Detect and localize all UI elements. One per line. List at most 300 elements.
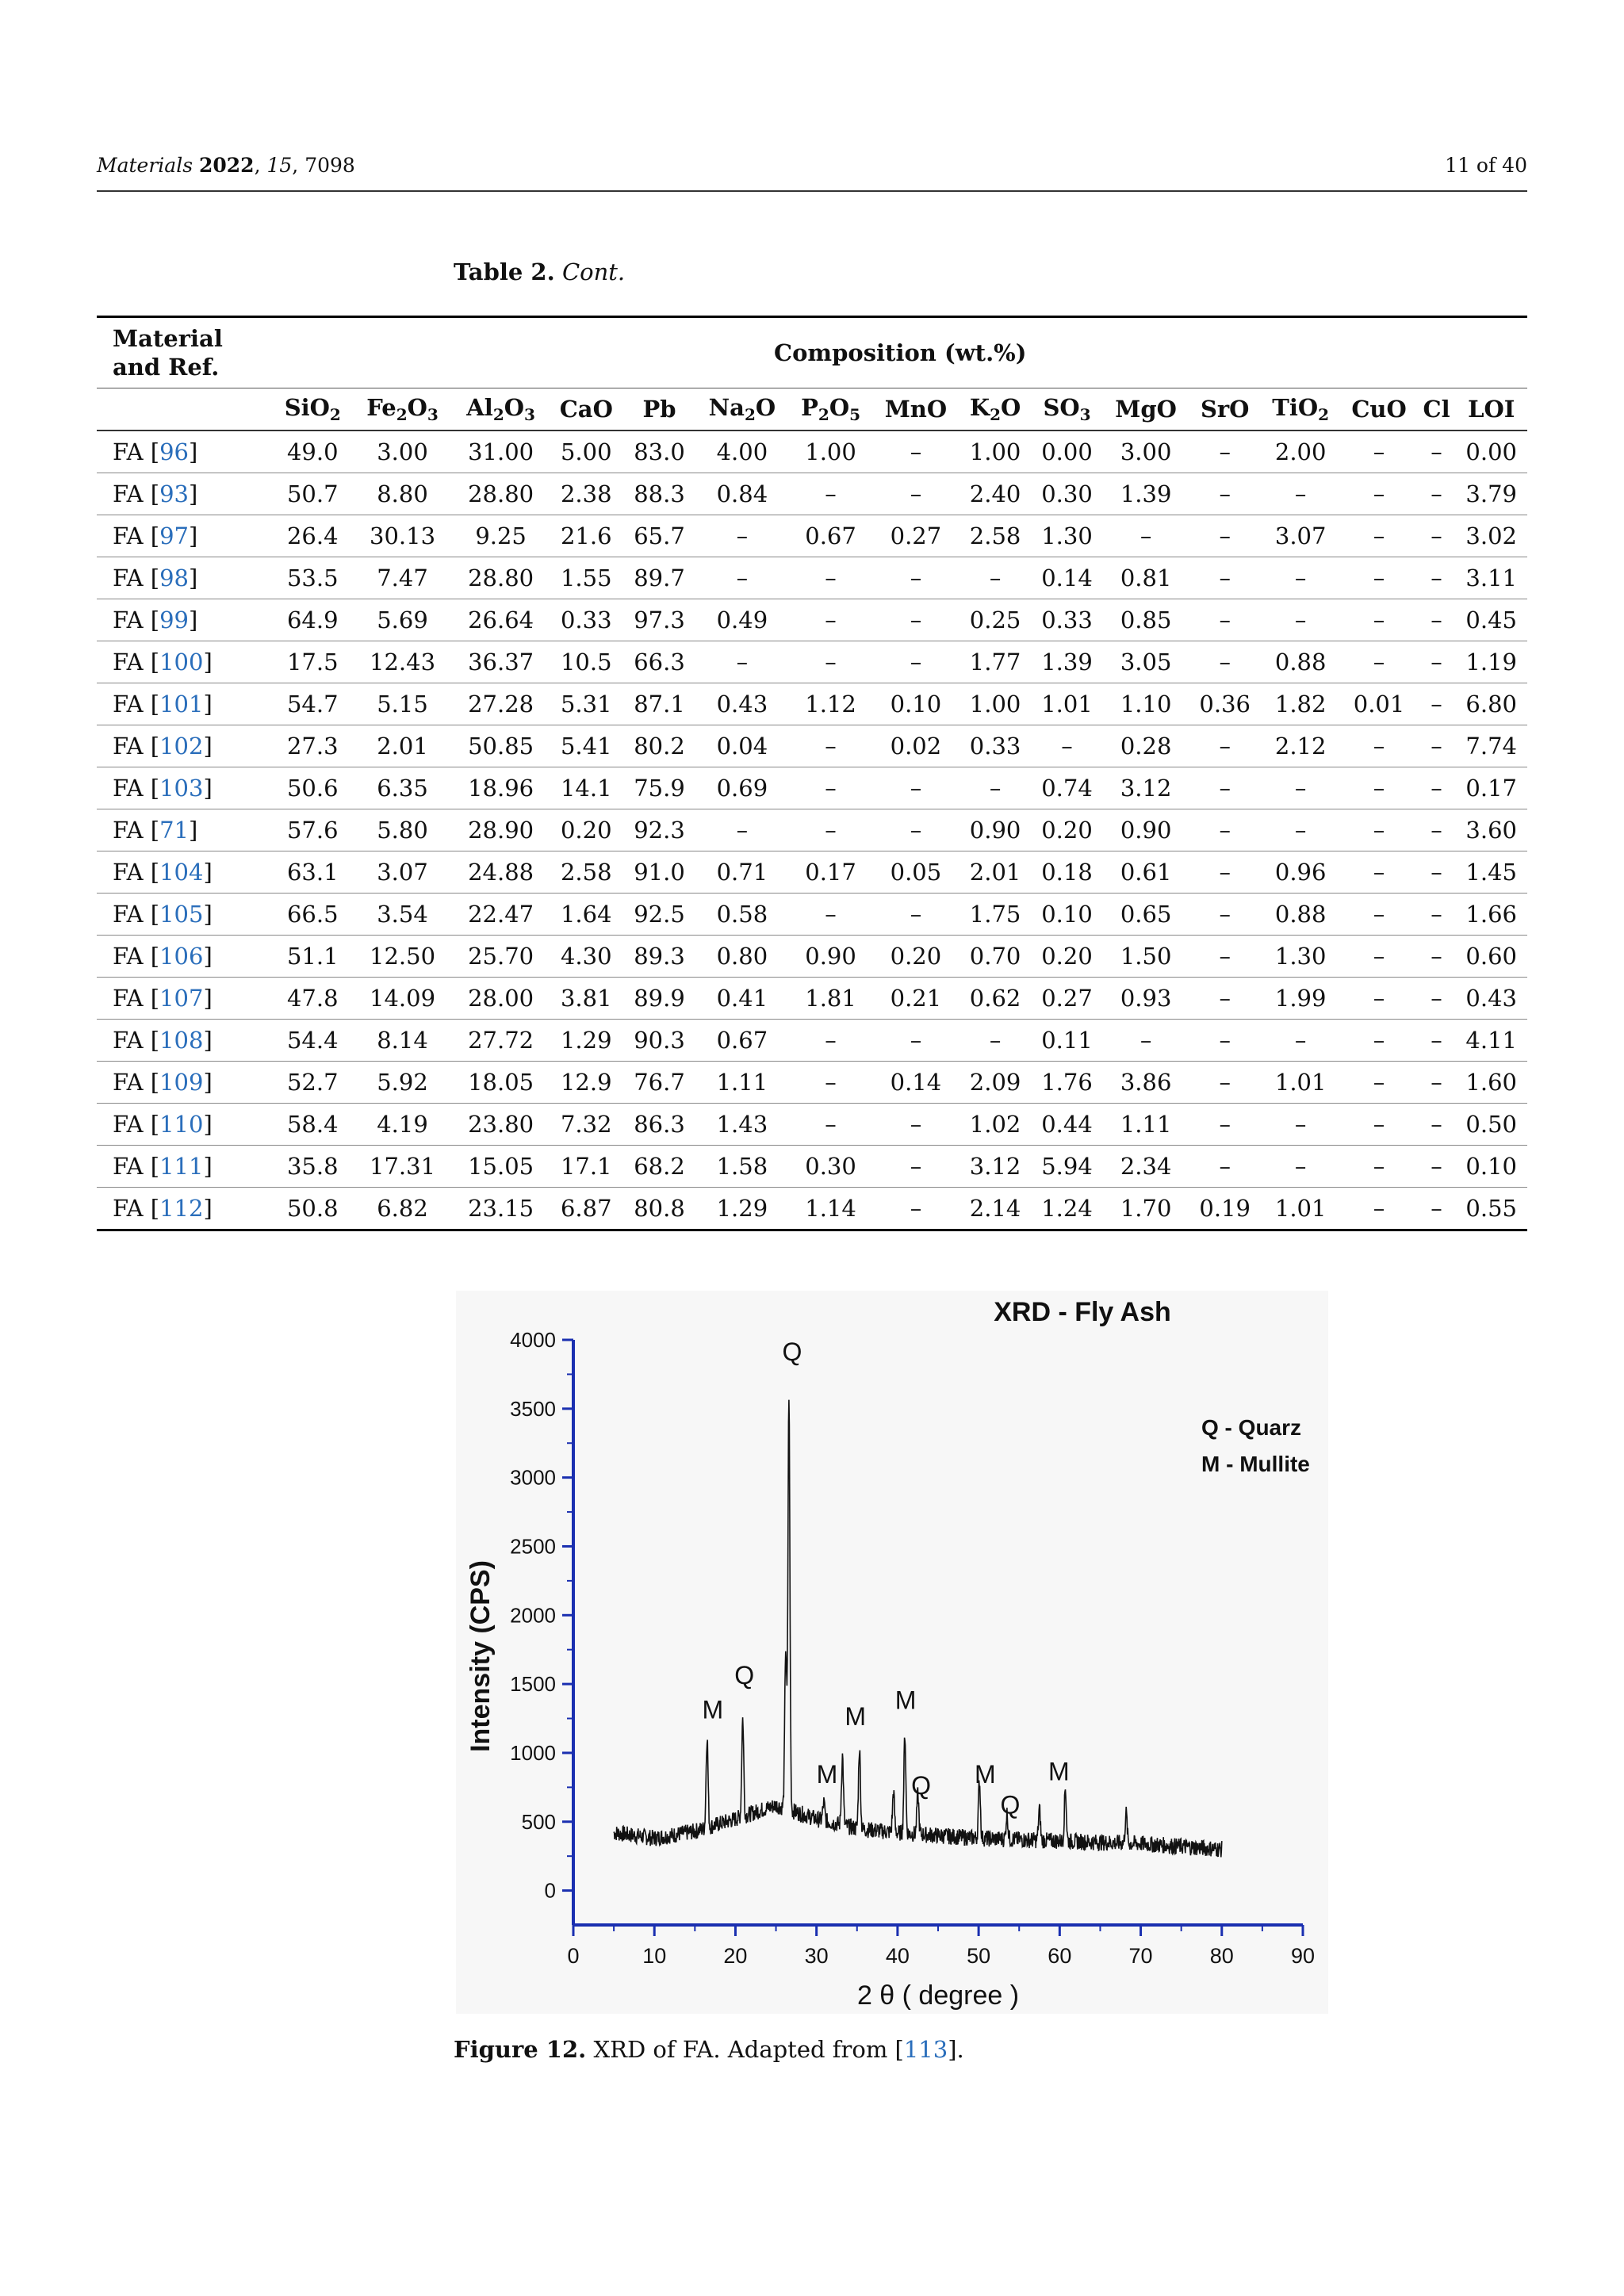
citation-link[interactable]: 101 bbox=[159, 691, 204, 718]
value-cell: 7.74 bbox=[1455, 725, 1527, 767]
value-cell: – bbox=[1418, 599, 1456, 641]
value-cell: 0.67 bbox=[695, 1020, 789, 1062]
citation-link[interactable]: 96 bbox=[159, 438, 189, 465]
value-cell: 1.02 bbox=[959, 1104, 1031, 1146]
x-tick-label: 50 bbox=[967, 1944, 991, 1968]
value-cell: 0.90 bbox=[789, 936, 872, 978]
citation-link[interactable]: 108 bbox=[159, 1027, 204, 1054]
value-cell: 1.64 bbox=[549, 894, 623, 936]
value-cell: 0.84 bbox=[695, 473, 789, 515]
value-cell: – bbox=[1418, 1062, 1456, 1104]
value-cell: 0.33 bbox=[549, 599, 623, 641]
value-cell: 1.19 bbox=[1455, 641, 1527, 683]
xrd-chart bbox=[456, 1291, 1328, 2014]
value-cell: 2.01 bbox=[352, 725, 453, 767]
value-cell: 2.12 bbox=[1261, 725, 1341, 767]
value-cell: 3.02 bbox=[1455, 515, 1527, 557]
value-cell: 23.80 bbox=[453, 1104, 549, 1146]
value-cell: 10.5 bbox=[549, 641, 623, 683]
value-cell: 57.6 bbox=[273, 809, 352, 851]
value-cell: 0.20 bbox=[872, 936, 959, 978]
value-cell: 89.7 bbox=[623, 557, 695, 599]
column-header: SrO bbox=[1189, 388, 1260, 431]
value-cell: – bbox=[1340, 515, 1417, 557]
value-cell: – bbox=[789, 473, 872, 515]
y-tick-label: 500 bbox=[521, 1809, 556, 1834]
value-cell: – bbox=[1418, 851, 1456, 894]
value-cell: 4.11 bbox=[1455, 1020, 1527, 1062]
value-cell: 2.40 bbox=[959, 473, 1031, 515]
value-cell: – bbox=[1340, 1104, 1417, 1146]
x-tick-label: 20 bbox=[723, 1944, 748, 1968]
peak-label: M bbox=[845, 1702, 867, 1732]
value-cell: 3.11 bbox=[1455, 557, 1527, 599]
value-cell: 68.2 bbox=[623, 1146, 695, 1188]
value-cell: – bbox=[872, 1104, 959, 1146]
table-row bbox=[97, 557, 1527, 599]
value-cell: 0.55 bbox=[1455, 1188, 1527, 1230]
column-header: $K_2O$ bbox=[959, 388, 1031, 431]
value-cell: 2.14 bbox=[959, 1188, 1031, 1230]
value-cell: 0.20 bbox=[1031, 936, 1102, 978]
value-cell: – bbox=[1189, 641, 1260, 683]
value-cell: – bbox=[789, 599, 872, 641]
citation-link[interactable]: 111 bbox=[159, 1153, 204, 1180]
legend-entry: Q - Quarz bbox=[1201, 1415, 1302, 1440]
material-cell: FA [112] bbox=[97, 1188, 273, 1230]
material-cell: FA [99] bbox=[97, 599, 273, 641]
value-cell: – bbox=[1418, 767, 1456, 809]
value-cell: 6.82 bbox=[352, 1188, 453, 1230]
value-cell: – bbox=[789, 725, 872, 767]
value-cell: 4.30 bbox=[549, 936, 623, 978]
value-cell: 1.50 bbox=[1103, 936, 1189, 978]
value-cell: 28.80 bbox=[453, 557, 549, 599]
value-cell: 0.90 bbox=[1103, 809, 1189, 851]
material-cell: FA [108] bbox=[97, 1020, 273, 1062]
material-header: Material and Ref. bbox=[97, 317, 273, 388]
value-cell: 1.43 bbox=[695, 1104, 789, 1146]
value-cell: – bbox=[1340, 1188, 1417, 1230]
chart-title: XRD - Fly Ash bbox=[994, 1297, 1171, 1327]
value-cell: – bbox=[1340, 430, 1417, 473]
citation-link[interactable]: 71 bbox=[159, 817, 189, 844]
value-cell: – bbox=[1418, 1188, 1456, 1230]
value-cell: 0.30 bbox=[1031, 473, 1102, 515]
value-cell: – bbox=[1340, 1062, 1417, 1104]
value-cell: 50.6 bbox=[273, 767, 352, 809]
value-cell: 0.10 bbox=[1031, 894, 1102, 936]
material-cell: FA [96] bbox=[97, 430, 273, 473]
column-header: $P_2O_5$ bbox=[789, 388, 872, 431]
value-cell: 0.67 bbox=[789, 515, 872, 557]
value-cell: – bbox=[959, 767, 1031, 809]
value-cell: 63.1 bbox=[273, 851, 352, 894]
y-tick-label: 3000 bbox=[510, 1465, 556, 1490]
value-cell: 53.5 bbox=[273, 557, 352, 599]
journal-citation: Materials 2022, 15, 7098 bbox=[97, 153, 355, 177]
value-cell: – bbox=[1418, 725, 1456, 767]
value-cell: 49.0 bbox=[273, 430, 352, 473]
value-cell: – bbox=[1261, 473, 1341, 515]
value-cell: – bbox=[1340, 1146, 1417, 1188]
column-header: MnO bbox=[872, 388, 959, 431]
material-cell: FA [105] bbox=[97, 894, 273, 936]
x-tick-label: 10 bbox=[642, 1944, 667, 1968]
value-cell: 28.80 bbox=[453, 473, 549, 515]
value-cell: – bbox=[1340, 851, 1417, 894]
value-cell: 80.2 bbox=[623, 725, 695, 767]
value-cell: – bbox=[1418, 894, 1456, 936]
value-cell: 0.93 bbox=[1103, 978, 1189, 1020]
value-cell: 0.43 bbox=[695, 683, 789, 725]
value-cell: – bbox=[1418, 1146, 1456, 1188]
value-cell: 3.12 bbox=[959, 1146, 1031, 1188]
value-cell: 0.85 bbox=[1103, 599, 1189, 641]
value-cell: – bbox=[1340, 978, 1417, 1020]
value-cell: 1.66 bbox=[1455, 894, 1527, 936]
value-cell: 65.7 bbox=[623, 515, 695, 557]
citation-link[interactable]: 106 bbox=[159, 943, 204, 970]
value-cell: 0.04 bbox=[695, 725, 789, 767]
value-cell: 2.00 bbox=[1261, 430, 1341, 473]
value-cell: – bbox=[872, 809, 959, 851]
legend-entry: M - Mullite bbox=[1201, 1452, 1310, 1476]
peak-label: Q bbox=[782, 1337, 802, 1367]
value-cell: – bbox=[1261, 1104, 1341, 1146]
value-cell: – bbox=[1261, 599, 1341, 641]
value-cell: 0.00 bbox=[1455, 430, 1527, 473]
value-cell: 0.41 bbox=[695, 978, 789, 1020]
value-cell: 8.14 bbox=[352, 1020, 453, 1062]
value-cell: 0.11 bbox=[1031, 1020, 1102, 1062]
value-cell: 7.47 bbox=[352, 557, 453, 599]
material-cell: FA [104] bbox=[97, 851, 273, 894]
value-cell: 5.92 bbox=[352, 1062, 453, 1104]
figure-caption: Figure 12. XRD of FA. Adapted from [113]. bbox=[454, 2036, 964, 2063]
value-cell: 26.64 bbox=[453, 599, 549, 641]
value-cell: 1.82 bbox=[1261, 683, 1341, 725]
value-cell: 4.19 bbox=[352, 1104, 453, 1146]
value-cell: – bbox=[1189, 1146, 1260, 1188]
value-cell: 3.00 bbox=[352, 430, 453, 473]
material-cell: FA [101] bbox=[97, 683, 273, 725]
value-cell: 5.41 bbox=[549, 725, 623, 767]
value-cell: 28.00 bbox=[453, 978, 549, 1020]
value-cell: – bbox=[1261, 809, 1341, 851]
value-cell: 2.34 bbox=[1103, 1146, 1189, 1188]
value-cell: 0.10 bbox=[872, 683, 959, 725]
value-cell: – bbox=[1418, 936, 1456, 978]
citation-link[interactable]: 93 bbox=[159, 480, 189, 507]
value-cell: 0.81 bbox=[1103, 557, 1189, 599]
value-cell: 1.60 bbox=[1455, 1062, 1527, 1104]
value-cell: 5.31 bbox=[549, 683, 623, 725]
value-cell: 5.94 bbox=[1031, 1146, 1102, 1188]
value-cell: – bbox=[1189, 767, 1260, 809]
value-cell: 0.00 bbox=[1031, 430, 1102, 473]
value-cell: 9.25 bbox=[453, 515, 549, 557]
value-cell: – bbox=[1418, 430, 1456, 473]
table-row bbox=[97, 430, 1527, 473]
value-cell: 0.80 bbox=[695, 936, 789, 978]
value-cell: – bbox=[1340, 557, 1417, 599]
value-cell: 0.01 bbox=[1340, 683, 1417, 725]
value-cell: 1.58 bbox=[695, 1146, 789, 1188]
value-cell: 1.11 bbox=[695, 1062, 789, 1104]
value-cell: – bbox=[1189, 978, 1260, 1020]
value-cell: 5.80 bbox=[352, 809, 453, 851]
citation-link[interactable]: 103 bbox=[159, 775, 204, 802]
value-cell: 27.72 bbox=[453, 1020, 549, 1062]
value-cell: 3.00 bbox=[1103, 430, 1189, 473]
value-cell: – bbox=[872, 599, 959, 641]
value-cell: – bbox=[1418, 515, 1456, 557]
citation-link[interactable]: 100 bbox=[159, 649, 204, 675]
material-cell: FA [109] bbox=[97, 1062, 273, 1104]
value-cell: 0.02 bbox=[872, 725, 959, 767]
value-cell: – bbox=[1189, 430, 1260, 473]
peak-label: Q bbox=[911, 1771, 931, 1800]
x-tick-label: 90 bbox=[1290, 1944, 1316, 1968]
value-cell: 89.9 bbox=[623, 978, 695, 1020]
value-cell: 21.6 bbox=[549, 515, 623, 557]
value-cell: – bbox=[789, 1020, 872, 1062]
citation-link[interactable]: 99 bbox=[159, 607, 189, 633]
value-cell: – bbox=[1340, 894, 1417, 936]
value-cell: 2.58 bbox=[959, 515, 1031, 557]
value-cell: – bbox=[1031, 725, 1102, 767]
value-cell: 17.5 bbox=[273, 641, 352, 683]
value-cell: 5.00 bbox=[549, 430, 623, 473]
value-cell: 6.87 bbox=[549, 1188, 623, 1230]
value-cell: 1.01 bbox=[1261, 1188, 1341, 1230]
value-cell: – bbox=[872, 473, 959, 515]
value-cell: 52.7 bbox=[273, 1062, 352, 1104]
value-cell: 0.19 bbox=[1189, 1188, 1260, 1230]
value-cell: 1.00 bbox=[789, 430, 872, 473]
material-cell: FA [71] bbox=[97, 809, 273, 851]
value-cell: – bbox=[695, 557, 789, 599]
value-cell: 5.15 bbox=[352, 683, 453, 725]
value-cell: 1.30 bbox=[1031, 515, 1102, 557]
value-cell: 54.4 bbox=[273, 1020, 352, 1062]
y-tick-label: 1500 bbox=[510, 1672, 556, 1697]
value-cell: 2.01 bbox=[959, 851, 1031, 894]
value-cell: – bbox=[872, 1020, 959, 1062]
material-cell: FA [97] bbox=[97, 515, 273, 557]
material-cell: FA [100] bbox=[97, 641, 273, 683]
xrd-figure bbox=[456, 1291, 1328, 2014]
value-cell: 51.1 bbox=[273, 936, 352, 978]
value-cell: 1.30 bbox=[1261, 936, 1341, 978]
value-cell: – bbox=[789, 641, 872, 683]
header-rule bbox=[97, 190, 1527, 192]
value-cell: – bbox=[695, 515, 789, 557]
citation-link[interactable]: 98 bbox=[159, 564, 189, 591]
y-axis-label: Intensity (CPS) bbox=[465, 1560, 496, 1752]
value-cell: 1.00 bbox=[959, 683, 1031, 725]
value-cell: – bbox=[1189, 809, 1260, 851]
citation-link[interactable]: 97 bbox=[159, 522, 189, 549]
value-cell: – bbox=[1340, 641, 1417, 683]
value-cell: – bbox=[1340, 809, 1417, 851]
value-cell: 0.33 bbox=[959, 725, 1031, 767]
x-tick-label: 60 bbox=[1048, 1944, 1072, 1968]
peak-label: Q bbox=[1000, 1790, 1021, 1820]
value-cell: 47.8 bbox=[273, 978, 352, 1020]
value-cell: – bbox=[872, 430, 959, 473]
value-cell: – bbox=[872, 1188, 959, 1230]
value-cell: 88.3 bbox=[623, 473, 695, 515]
value-cell: – bbox=[1418, 978, 1456, 1020]
value-cell: – bbox=[1189, 1062, 1260, 1104]
value-cell: 2.38 bbox=[549, 473, 623, 515]
value-cell: 0.18 bbox=[1031, 851, 1102, 894]
value-cell: 22.47 bbox=[453, 894, 549, 936]
column-header: TiO$_2$ bbox=[1261, 388, 1341, 431]
value-cell: 3.86 bbox=[1103, 1062, 1189, 1104]
value-cell: 2.09 bbox=[959, 1062, 1031, 1104]
value-cell: 17.31 bbox=[352, 1146, 453, 1188]
value-cell: 36.37 bbox=[453, 641, 549, 683]
value-cell: 1.39 bbox=[1103, 473, 1189, 515]
material-cell: FA [98] bbox=[97, 557, 273, 599]
value-cell: 0.14 bbox=[1031, 557, 1102, 599]
column-header-row bbox=[97, 388, 1527, 431]
value-cell: 0.96 bbox=[1261, 851, 1341, 894]
value-cell: – bbox=[1418, 641, 1456, 683]
peak-label: M bbox=[974, 1760, 996, 1789]
table-row bbox=[97, 767, 1527, 809]
y-tick-label: 1000 bbox=[510, 1740, 556, 1765]
table-row bbox=[97, 936, 1527, 978]
value-cell: 50.7 bbox=[273, 473, 352, 515]
value-cell: 1.55 bbox=[549, 557, 623, 599]
value-cell: – bbox=[1340, 599, 1417, 641]
citation-link[interactable]: 107 bbox=[159, 985, 204, 1012]
material-cell: FA [103] bbox=[97, 767, 273, 809]
citation-link[interactable]: 105 bbox=[159, 901, 204, 928]
citation-link[interactable]: 110 bbox=[159, 1111, 204, 1138]
x-tick-label: 80 bbox=[1209, 1944, 1234, 1968]
value-cell: 12.50 bbox=[352, 936, 453, 978]
column-header: CaO bbox=[549, 388, 623, 431]
value-cell: – bbox=[1189, 725, 1260, 767]
value-cell: 1.29 bbox=[695, 1188, 789, 1230]
table-row bbox=[97, 894, 1527, 936]
value-cell: 1.10 bbox=[1103, 683, 1189, 725]
table-row bbox=[97, 1188, 1527, 1230]
value-cell: – bbox=[1340, 725, 1417, 767]
value-cell: – bbox=[789, 557, 872, 599]
column-header: $Fe_2O_3$ bbox=[352, 388, 453, 431]
peak-label: M bbox=[816, 1760, 838, 1789]
column-header: Pb bbox=[623, 388, 695, 431]
value-cell: 66.3 bbox=[623, 641, 695, 683]
value-cell: – bbox=[1189, 557, 1260, 599]
value-cell: – bbox=[1340, 1020, 1417, 1062]
value-cell: 90.3 bbox=[623, 1020, 695, 1062]
value-cell: 80.8 bbox=[623, 1188, 695, 1230]
value-cell: – bbox=[872, 767, 959, 809]
value-cell: 75.9 bbox=[623, 767, 695, 809]
column-header: MgO bbox=[1103, 388, 1189, 431]
x-tick-label: 40 bbox=[885, 1944, 910, 1968]
value-cell: 91.0 bbox=[623, 851, 695, 894]
value-cell: 58.4 bbox=[273, 1104, 352, 1146]
table-row bbox=[97, 515, 1527, 557]
citation-link[interactable]: 109 bbox=[159, 1069, 204, 1096]
value-cell: – bbox=[1189, 1104, 1260, 1146]
value-cell: 3.05 bbox=[1103, 641, 1189, 683]
value-cell: 0.43 bbox=[1455, 978, 1527, 1020]
value-cell: 1.00 bbox=[959, 430, 1031, 473]
value-cell: 54.7 bbox=[273, 683, 352, 725]
value-cell: – bbox=[1418, 473, 1456, 515]
value-cell: 50.85 bbox=[453, 725, 549, 767]
citation-link[interactable]: 112 bbox=[159, 1195, 204, 1222]
value-cell: 0.88 bbox=[1261, 894, 1341, 936]
value-cell: – bbox=[1189, 894, 1260, 936]
value-cell: 83.0 bbox=[623, 430, 695, 473]
y-tick-label: 4000 bbox=[510, 1328, 556, 1352]
table-row bbox=[97, 683, 1527, 725]
value-cell: 1.12 bbox=[789, 683, 872, 725]
value-cell: 27.28 bbox=[453, 683, 549, 725]
y-tick-label: 3500 bbox=[510, 1396, 556, 1421]
value-cell: 1.76 bbox=[1031, 1062, 1102, 1104]
table-caption: Table 2. Cont. bbox=[454, 258, 626, 285]
value-cell: 0.50 bbox=[1455, 1104, 1527, 1146]
value-cell: – bbox=[1189, 1020, 1260, 1062]
value-cell: – bbox=[1103, 1020, 1189, 1062]
citation-link[interactable]: 102 bbox=[159, 733, 204, 760]
value-cell: 1.01 bbox=[1031, 683, 1102, 725]
value-cell: 1.14 bbox=[789, 1188, 872, 1230]
table-row bbox=[97, 1104, 1527, 1146]
value-cell: 0.69 bbox=[695, 767, 789, 809]
value-cell: 3.81 bbox=[549, 978, 623, 1020]
column-header: CuO bbox=[1340, 388, 1417, 431]
table-row bbox=[97, 978, 1527, 1020]
value-cell: 24.88 bbox=[453, 851, 549, 894]
citation-link[interactable]: 104 bbox=[159, 859, 204, 886]
value-cell: 0.60 bbox=[1455, 936, 1527, 978]
value-cell: – bbox=[1418, 1020, 1456, 1062]
table-body bbox=[97, 430, 1527, 1230]
value-cell: 0.58 bbox=[695, 894, 789, 936]
value-cell: 92.5 bbox=[623, 894, 695, 936]
table-row bbox=[97, 851, 1527, 894]
value-cell: 0.17 bbox=[1455, 767, 1527, 809]
value-cell: 1.01 bbox=[1261, 1062, 1341, 1104]
column-header: SiO$_2$ bbox=[273, 388, 352, 431]
value-cell: 3.79 bbox=[1455, 473, 1527, 515]
value-cell: 28.90 bbox=[453, 809, 549, 851]
value-cell: 0.20 bbox=[549, 809, 623, 851]
value-cell: 92.3 bbox=[623, 809, 695, 851]
value-cell: 86.3 bbox=[623, 1104, 695, 1146]
table-row bbox=[97, 641, 1527, 683]
value-cell: 0.74 bbox=[1031, 767, 1102, 809]
value-cell: – bbox=[1261, 767, 1341, 809]
value-cell: 8.80 bbox=[352, 473, 453, 515]
value-cell: 0.88 bbox=[1261, 641, 1341, 683]
material-cell: FA [110] bbox=[97, 1104, 273, 1146]
value-cell: 27.3 bbox=[273, 725, 352, 767]
value-cell: 0.61 bbox=[1103, 851, 1189, 894]
